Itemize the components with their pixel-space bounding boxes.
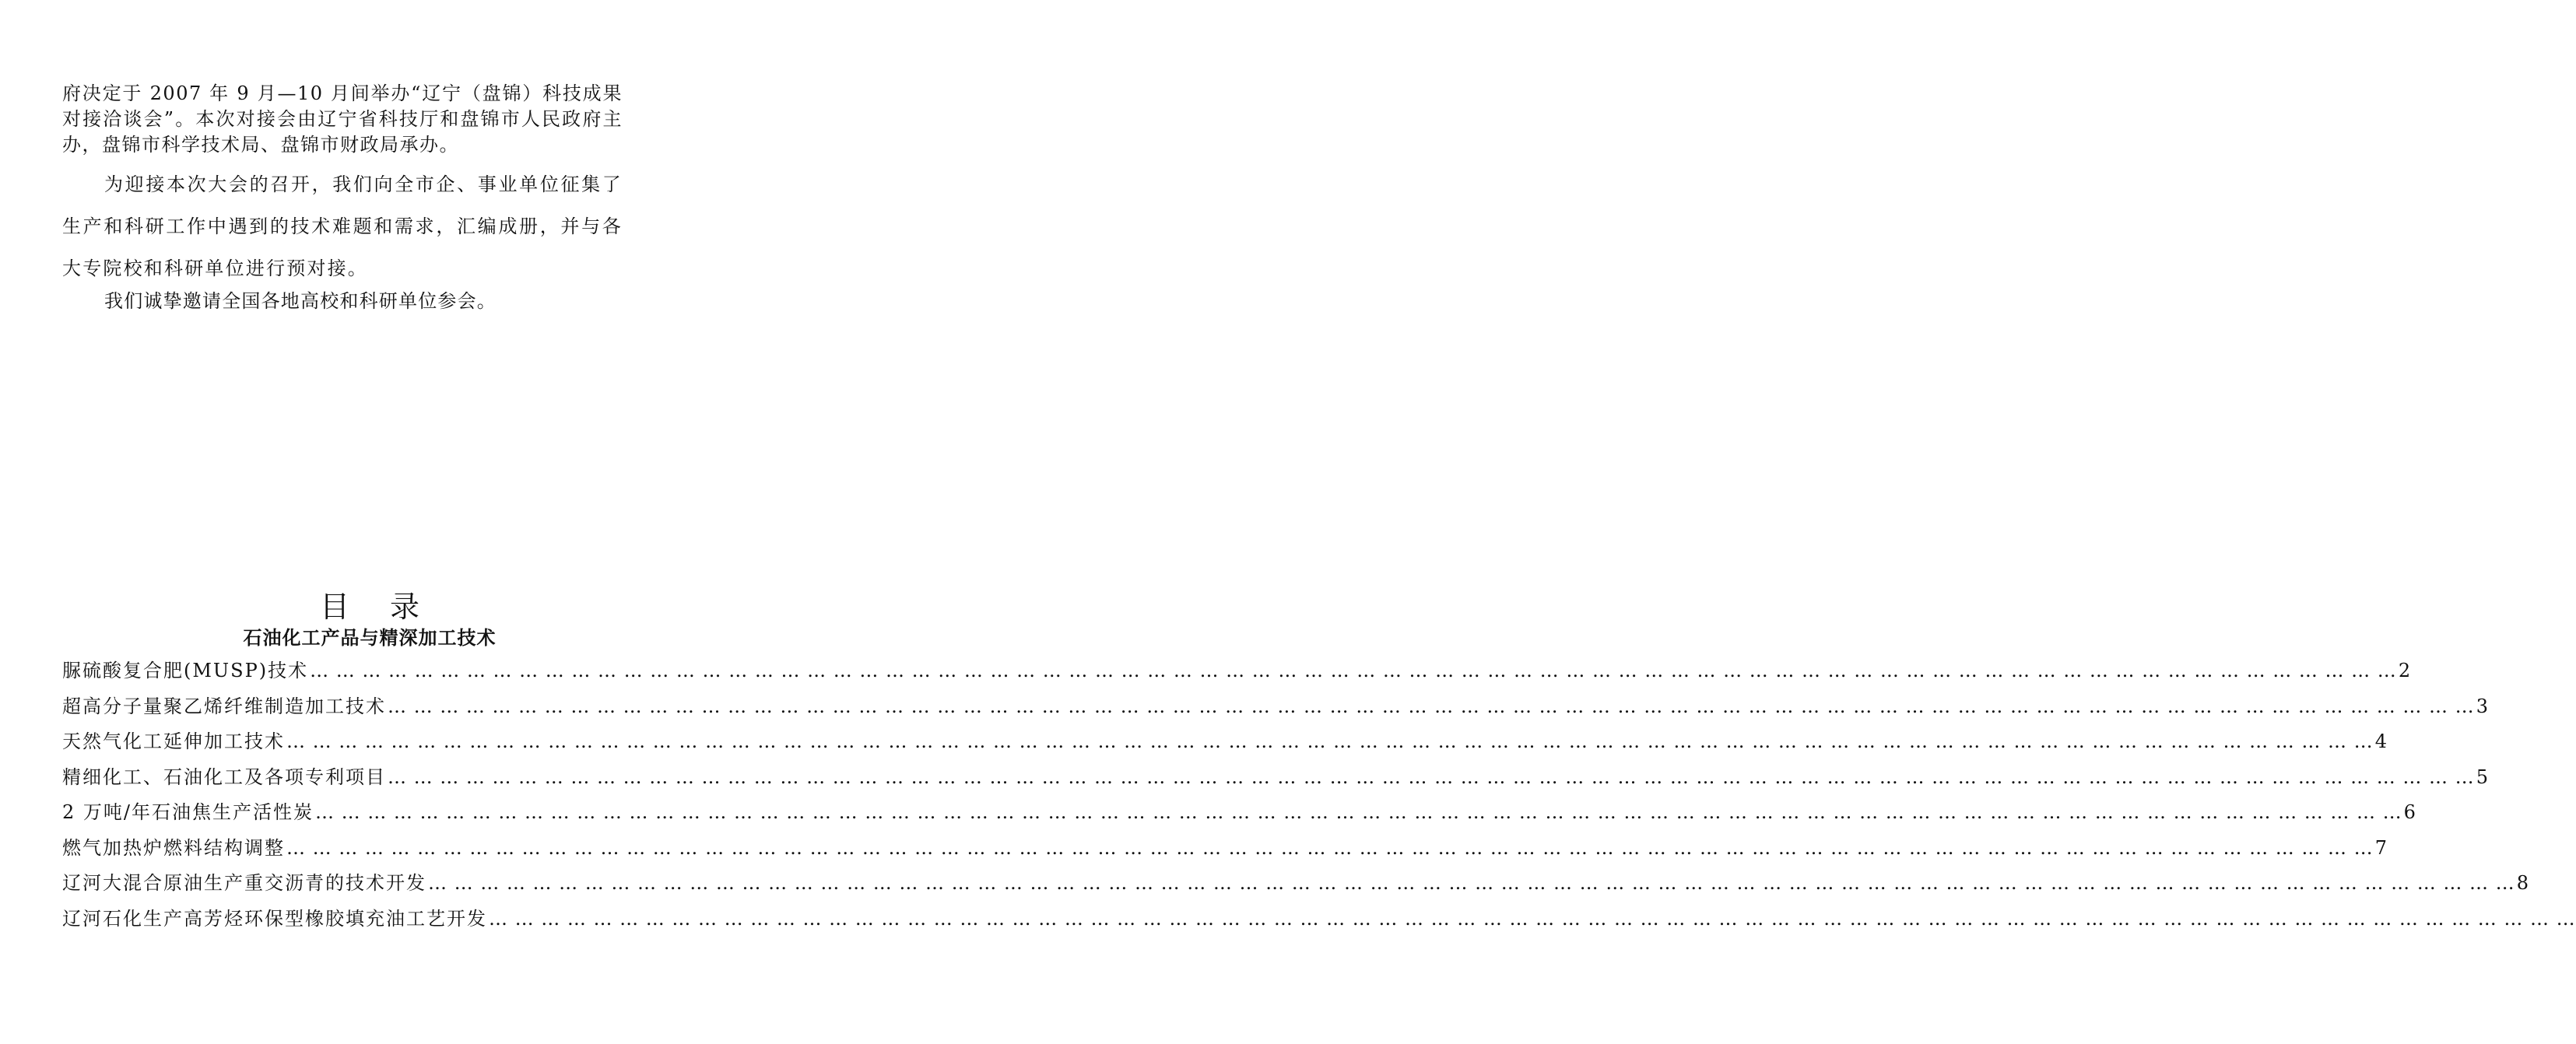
toc-entry-page: 5 — [2476, 765, 2488, 788]
toc-entry-label: 燃气加热炉燃料结构调整 — [62, 836, 285, 859]
toc-entry-label: 超高分子量聚乙烯纤维制造加工技术 — [62, 695, 386, 717]
toc-entry-label: 脲硫酸复合肥(MUSP)技术 — [62, 660, 309, 681]
toc-entry-page: 2 — [2398, 660, 2411, 681]
toc-entry[interactable] — [62, 795, 2416, 831]
toc-entry-label: 天然气化工延伸加工技术 — [62, 730, 285, 752]
toc-entry-label: 2 万吨/年石油焦生产活性炭 — [62, 801, 314, 823]
intro-text — [62, 81, 623, 316]
toc-leader-dots: … … … … … … … … … … … … … … … … … … … … … … … … … … … … … … … … … … … … … … … … … … … … … … … … … … … … … … … … … … … … … … … … … … … … … … … … … … … … … … … … — [286, 730, 2374, 752]
toc-entry[interactable] — [62, 689, 2488, 725]
toc-leader-dots: … … … … … … … … … … … … … … … … … … … … … … … … … … … … … … … … … … … … … … … … … … … … … … … … … … … … … … … … … … … … … … … … … … … … … … … … … … … … … … … … — [388, 695, 2475, 717]
toc-leader-dots: … … … … … … … … … … … … … … … … … … … … … … … … … … … … … … … … … … … … … … … … … … … … … … … … … … … … … … … … … … … … … … … … … … … … … … … … … … … … … … … … — [489, 907, 2576, 930]
toc-entry[interactable] — [62, 724, 2387, 760]
intro-paragraph-2: 为迎接本次大会的召开，我们向全市企、事业单位征集了生产和科研工作中遇到的技术难题和需求，汇编成册，并与各大专院校和科研单位进行预对接。 — [62, 173, 623, 279]
toc-entry-page: 8 — [2516, 872, 2529, 894]
toc-entry-label: 精细化工、石油化工及各项专利项目 — [62, 765, 386, 788]
toc-entry-page: 3 — [2476, 695, 2488, 717]
toc-leader-dots: … … … … … … … … … … … … … … … … … … … … … … … … … … … … … … … … … … … … … … … … … … … … … … … … … … … … … … … … … … … … … … … … … … … … … … … … … … … … … … … … — [388, 765, 2475, 788]
toc-entry[interactable] — [62, 902, 2576, 937]
toc-entry[interactable] — [62, 866, 2529, 902]
toc-leader-dots: … … … … … … … … … … … … … … … … … … … … … … … … … … … … … … … … … … … … … … … … … … … … … … … … … … … … … … … … … … … … … … … … … … … … … … … … … … … … … … … … — [310, 660, 2397, 681]
toc-title: 目录 — [319, 590, 460, 624]
toc-entry-label: 辽河石化生产高芳烃环保型橡胶填充油工艺开发 — [62, 907, 487, 930]
toc-leader-dots: … … … … … … … … … … … … … … … … … … … … … … … … … … … … … … … … … … … … … … … … … … … … … … … … … … … … … … … … … … … … … … … … … … … … … … … … … … … … … … … … — [286, 836, 2374, 859]
toc-entry-page: 7 — [2374, 836, 2387, 859]
toc-entry[interactable] — [62, 653, 2411, 689]
toc-leader-dots: … … … … … … … … … … … … … … … … … … … … … … … … … … … … … … … … … … … … … … … … … … … … … … … … … … … … … … … … … … … … … … … … … … … … … … … … … … … … … … … … — [428, 872, 2515, 894]
toc-entry-label: 辽河大混合原油生产重交沥青的技术开发 — [62, 872, 426, 894]
toc-leader-dots: … … … … … … … … … … … … … … … … … … … … … … … … … … … … … … … … … … … … … … … … … … … … … … … … … … … … … … … … … … … … … … … … … … … … … … … … … … … … … … … … — [314, 801, 2402, 823]
toc-entry-page: 6 — [2403, 801, 2416, 823]
intro-paragraph-3: 我们诚挚邀请全国各地高校和科研单位参会。 — [104, 290, 497, 312]
table-of-contents — [62, 653, 2576, 937]
toc-entry[interactable] — [62, 760, 2488, 796]
toc-entry[interactable] — [62, 831, 2387, 867]
toc-section-heading: 石油化工产品与精深加工技术 — [243, 626, 497, 649]
toc-entry-page: 4 — [2374, 730, 2387, 752]
intro-paragraph-1: 府决定于 2007 年 9 月—10 月间举办“辽宁（盘锦）科技成果对接洽谈会”。本次对接会由辽宁省科技厅和盘锦市人民政府主办，盘锦市科学技术局、盘锦市财政局承办。 — [62, 82, 623, 156]
